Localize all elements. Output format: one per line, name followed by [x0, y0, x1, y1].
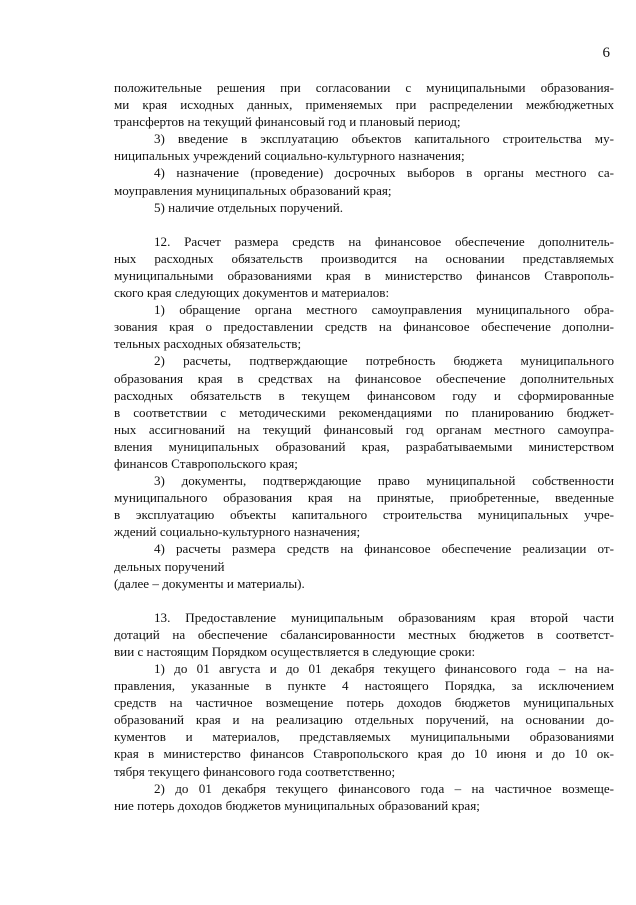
- text-line: тельных расходных обязательств;: [114, 336, 302, 352]
- text-line: 3) введение в эксплуатацию объектов капитального строительства му-: [154, 131, 614, 147]
- text-line: муниципального образования края на принятые, приобретенные, введенные: [114, 490, 614, 506]
- text-line: края в министерство финансов Ставропольского края до 10 июня и до 10 ок-: [114, 746, 614, 762]
- text-line: средств на частичное возмещение потерь доходов бюджетов муниципальных: [114, 695, 614, 711]
- page-number: 6: [602, 45, 610, 61]
- text-line: расходных обязательств в текущем финансовом году и сформированные: [114, 387, 614, 403]
- text-line: зования края о предоставлении средств на финансовое обеспечение дополни-: [114, 319, 614, 335]
- text-line: ных расходных обязательств производится на основании представляемых: [114, 250, 614, 266]
- text-line: 12. Расчет размера средств на финансовое обеспечение дополнитель-: [154, 233, 614, 249]
- text-line: тября текущего финансового года соответственно;: [114, 763, 396, 779]
- text-line: ми края исходных данных, применяемых при распределении межбюджетных: [114, 97, 614, 113]
- text-line: кументов и материалов, представляемых муниципальными образованиями: [114, 729, 614, 745]
- text-line: 2) до 01 декабря текущего финансового года – на частичное возмеще-: [154, 780, 614, 796]
- text-block-continuation: [114, 79, 614, 216]
- text-line: 1) до 01 августа и до 01 декабря текущего финансового года – на на-: [154, 661, 614, 676]
- text-line: дотаций на обеспечение сбалансированности местных бюджетов в соответст-: [114, 626, 614, 642]
- text-line: вии с настоящим Порядком осуществляется в следующие сроки:: [114, 643, 476, 659]
- text-line: образований края и на реализацию отдельных поручений, на основании до-: [114, 712, 614, 728]
- text-line: муниципальными образованиями края в министерство финансов Ставрополь-: [114, 267, 614, 283]
- paragraph-gap: [114, 592, 614, 609]
- text-line: ниципальных учреждений социально-культурного назначения;: [114, 148, 465, 164]
- text-line: образования края в средствах на финансовое обеспечение дополнительных: [114, 370, 614, 386]
- text-line: дельных поручений: [114, 558, 225, 574]
- text-line: правления, указанные в пункте 4 настоящего Порядка, за исключением: [114, 678, 614, 694]
- text-line: в эксплуатацию объекты капитального строительства муниципальных учре-: [114, 507, 614, 523]
- text-line: ние потерь доходов бюджетов муниципальных образований края;: [114, 797, 480, 813]
- text-line: ных ассигнований на текущий финансовый год органам местного самоупра-: [114, 421, 614, 437]
- text-line: вления муниципальных образований края, разрабатываемыми министерством: [114, 438, 614, 454]
- text-line: 4) назначение (проведение) досрочных выборов в органы местного са-: [154, 165, 614, 181]
- text-line: 13. Предоставление муниципальным образованиям края второй части: [154, 609, 614, 625]
- text-line: 1) обращение органа местного самоуправления муниципального обра-: [154, 302, 614, 318]
- text-line: ского края следующих документов и материалов:: [114, 285, 390, 301]
- text-line: положительные решения при согласовании с муниципальными образования-: [114, 80, 614, 95]
- text-line: моуправления муниципальных образований края;: [114, 182, 392, 198]
- text-line: 2) расчеты, подтверждающие потребность бюджета муниципального: [154, 353, 614, 369]
- text-block-item-13: [114, 609, 614, 814]
- paragraph-gap: [114, 216, 614, 233]
- document-body: [114, 79, 614, 814]
- text-line: 3) документы, подтверждающие право муниципальной собственности: [154, 473, 614, 489]
- text-line: (далее – документы и материалы).: [114, 575, 305, 591]
- text-line: 4) расчеты размера средств на финансовое обеспечение реализации от-: [154, 541, 614, 557]
- text-block-item-12: [114, 233, 614, 592]
- text-line: ждений социально-культурного назначения;: [114, 524, 361, 540]
- text-line: в соответствии с методическими рекомендациями по планированию бюджет-: [114, 404, 614, 420]
- text-line: финансов Ставропольского края;: [114, 455, 298, 471]
- text-line: трансфертов на текущий финансовый год и плановый период;: [114, 114, 461, 130]
- text-line: 5) наличие отдельных поручений.: [154, 199, 344, 215]
